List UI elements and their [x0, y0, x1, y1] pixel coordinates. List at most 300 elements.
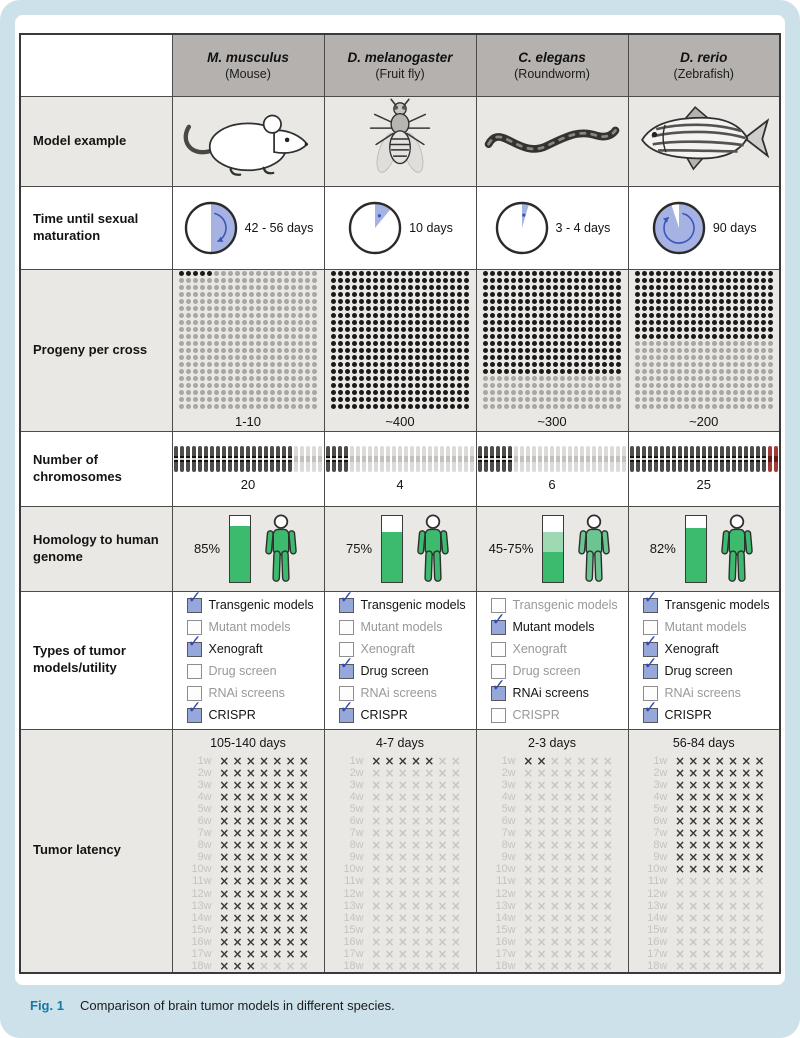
latency-cell	[628, 729, 780, 973]
latency-week-row: 8w × × × × × × ×	[490, 839, 615, 851]
tumor-models-cell	[628, 591, 780, 729]
row-model-example	[20, 96, 780, 186]
maturation-cell	[628, 186, 780, 269]
progeny-cell	[172, 269, 324, 431]
zebrafish-illustration	[633, 101, 775, 177]
week-label: 2w	[501, 766, 516, 779]
week-label: 9w	[349, 851, 364, 864]
maturation-cell	[324, 186, 476, 269]
model-option	[643, 697, 712, 723]
model-option-label: Mutant models	[360, 620, 443, 634]
latency-week-row: 15w × × × × × × ×	[186, 924, 311, 936]
latency-week-row: 3w × × × × × × ×	[641, 779, 766, 791]
maturation-value: 90 days	[712, 220, 757, 235]
model-option-label: Xenograft	[360, 642, 415, 656]
week-label: 7w	[349, 827, 364, 840]
week-label: 9w	[197, 851, 212, 864]
latency-week-row: 12w × × × × × × ×	[641, 888, 766, 900]
homology-visual	[629, 511, 780, 587]
homology-visual	[477, 511, 628, 587]
latency-value: 2-3 days	[528, 735, 576, 750]
human-figure-icon	[412, 511, 454, 587]
maturation-value: 42 - 56 days	[244, 220, 314, 235]
latency-week-row: 17w × × × × × × ×	[641, 948, 766, 960]
roundworm-illustration	[482, 115, 622, 163]
week-label: 4w	[349, 790, 364, 803]
corner-cell	[20, 34, 172, 96]
week-label: 9w	[501, 851, 516, 864]
homology-visual	[173, 511, 324, 587]
model-option	[187, 664, 277, 679]
homology-value: 82%	[649, 541, 676, 556]
species-name: D. melanogaster	[347, 49, 453, 65]
chromosomes-value: 25	[696, 476, 711, 492]
latency-week-row: 7w × × × × × × ×	[338, 827, 463, 839]
model-option	[491, 609, 595, 635]
latency-week-row: 14w × × × × × × ×	[490, 912, 615, 924]
week-label: 8w	[197, 839, 212, 852]
latency-week-row: 11w × × × × × × ×	[490, 875, 615, 887]
latency-visual	[477, 730, 628, 973]
model-option-label: Drug screen	[664, 664, 733, 678]
chromosome-icons	[629, 446, 779, 472]
checked-checkbox-icon: ✓	[339, 708, 354, 723]
maturation-value: 10 days	[409, 220, 453, 235]
latency-week-row: 2w × × × × × × ×	[490, 767, 615, 779]
human-figure-icon	[716, 511, 758, 587]
latency-week-row: 10w × × × × × × ×	[338, 863, 463, 875]
latency-week-row: 4w × × × × × × ×	[641, 791, 766, 803]
latency-week-row: 18w × × × × × × ×	[641, 960, 766, 972]
chromosomes-visual	[477, 446, 628, 492]
chromosome-icons	[325, 446, 475, 472]
week-label: 14w	[495, 911, 516, 924]
week-label: 18w	[495, 960, 516, 973]
human-figure-icon	[573, 511, 615, 587]
row-label: Number of chromosomes	[20, 431, 172, 506]
week-label: 1w	[653, 754, 668, 767]
checked-checkbox-icon: ✓	[187, 642, 202, 657]
latency-week-row: 4w × × × × × × ×	[490, 791, 615, 803]
week-label: 5w	[501, 802, 516, 815]
species-name: C. elegans	[518, 49, 586, 65]
latency-week-row: 2w × × × × × × ×	[338, 767, 463, 779]
week-label: 12w	[495, 887, 516, 900]
homology-value: 85%	[193, 541, 221, 556]
homology-visual	[325, 511, 476, 587]
tumor-models-list	[325, 591, 476, 726]
model-option-label: CRISPR	[208, 708, 256, 722]
column-header-mouse	[172, 34, 324, 96]
model-option-label: RNAi screens	[664, 686, 741, 700]
latency-week-row: 13w × × × × × × ×	[490, 900, 615, 912]
week-label: 3w	[349, 778, 364, 791]
week-label: 14w	[343, 911, 364, 924]
model-option-label: Xenograft	[512, 642, 567, 656]
species-name: M. musculus	[207, 49, 289, 65]
latency-week-row: 7w × × × × × × ×	[490, 827, 615, 839]
progeny-dot-grid	[635, 271, 773, 409]
week-label: 11w	[344, 875, 364, 888]
latency-week-row: 2w × × × × × × ×	[186, 767, 311, 779]
latency-week-row: 17w × × × × × × ×	[186, 948, 311, 960]
unchecked-checkbox-icon	[491, 642, 506, 657]
latency-week-row: 15w × × × × × × ×	[490, 924, 615, 936]
week-label: 4w	[501, 790, 516, 803]
week-label: 13w	[495, 899, 516, 912]
model-option	[187, 631, 263, 657]
week-label: 11w	[648, 875, 668, 888]
latency-visual	[629, 730, 780, 973]
unchecked-checkbox-icon	[339, 620, 354, 635]
row-label: Time until sexual maturation	[20, 186, 172, 269]
chromosome-icons	[477, 446, 627, 472]
week-label: 4w	[653, 790, 668, 803]
row-homology	[20, 506, 780, 591]
unchecked-checkbox-icon	[491, 708, 506, 723]
latency-week-row: 17w × × × × × × ×	[490, 948, 615, 960]
week-label: 8w	[349, 839, 364, 852]
figure-caption	[30, 998, 395, 1013]
latency-week-row: 11w × × × × × × ×	[338, 875, 463, 887]
row-maturation	[20, 186, 780, 269]
model-option-label: RNAi screens	[208, 686, 285, 700]
latency-value: 105-140 days	[210, 735, 286, 750]
model-option	[491, 675, 589, 701]
row-progeny	[20, 269, 780, 431]
progeny-dot-grid	[331, 271, 469, 409]
checked-checkbox-icon: ✓	[187, 598, 202, 613]
model-option	[491, 598, 618, 613]
model-option	[643, 653, 733, 679]
model-option-label: Mutant models	[512, 620, 595, 634]
progeny-dot-grid	[483, 271, 621, 409]
model-option	[187, 591, 314, 613]
latency-week-row: 11w × × × × × × ×	[641, 875, 766, 887]
model-example-cell	[172, 96, 324, 186]
maturation-visual	[173, 200, 324, 256]
week-label: 18w	[343, 960, 364, 973]
week-label: 13w	[191, 899, 212, 912]
latency-week-row: 12w × × × × × × ×	[490, 888, 615, 900]
week-label: 3w	[653, 778, 668, 791]
week-label: 17w	[343, 948, 364, 961]
week-label: 6w	[349, 815, 364, 828]
checked-checkbox-icon: ✓	[643, 664, 658, 679]
latency-week-row: 10w × × × × × × ×	[186, 863, 311, 875]
latency-week-row: 15w × × × × × × ×	[338, 924, 463, 936]
week-label: 11w	[496, 875, 516, 888]
week-label: 3w	[197, 778, 212, 791]
latency-week-row: 5w × × × × × × ×	[641, 803, 766, 815]
week-label: 7w	[501, 827, 516, 840]
latency-week-row: 5w × × × × × × ×	[338, 803, 463, 815]
latency-visual	[173, 730, 324, 973]
week-label: 1w	[501, 754, 516, 767]
model-option-label: CRISPR	[360, 708, 408, 722]
checked-checkbox-icon: ✓	[643, 642, 658, 657]
progeny-cell	[476, 269, 628, 431]
row-label: Progeny per cross	[20, 269, 172, 431]
latency-week-row: 7w × × × × × × ×	[186, 827, 311, 839]
common-name: (Roundworm)	[514, 66, 590, 81]
week-label: 12w	[191, 887, 212, 900]
maturation-pie-chart	[651, 200, 707, 256]
maturation-visual	[629, 200, 780, 256]
chromosomes-cell	[628, 431, 780, 506]
checked-checkbox-icon: ✓	[643, 598, 658, 613]
row-label: Types of tumor models/utility	[20, 591, 172, 729]
maturation-cell	[476, 186, 628, 269]
week-label: 5w	[197, 802, 212, 815]
week-label: 6w	[197, 815, 212, 828]
maturation-pie-chart	[347, 200, 403, 256]
model-option	[643, 591, 770, 613]
week-label: 6w	[501, 815, 516, 828]
checked-checkbox-icon: ✓	[491, 686, 506, 701]
homology-bar	[685, 515, 707, 583]
row-chromosomes	[20, 431, 780, 506]
latency-week-row: 18w × × × × × × ×	[338, 960, 463, 972]
week-label: 4w	[197, 790, 212, 803]
progeny-cell	[628, 269, 780, 431]
chromosomes-visual	[629, 446, 780, 492]
model-option	[643, 620, 747, 635]
model-option	[339, 697, 408, 723]
latency-week-row: 10w × × × × × × ×	[641, 863, 766, 875]
progeny-visual	[477, 271, 628, 429]
week-label: 13w	[343, 899, 364, 912]
week-label: 15w	[647, 923, 668, 936]
row-label: Model example	[20, 96, 172, 186]
week-label: 17w	[495, 948, 516, 961]
latency-week-row: 5w × × × × × × ×	[490, 803, 615, 815]
week-label: 2w	[653, 766, 668, 779]
homology-bar	[229, 515, 251, 583]
latency-week-row: 11w × × × × × × ×	[186, 875, 311, 887]
maturation-visual	[325, 200, 476, 256]
latency-week-row: 9w × × × × × × ×	[186, 851, 311, 863]
week-label: 10w	[647, 863, 668, 876]
latency-week-row: 8w × × × × × × ×	[338, 839, 463, 851]
latency-value: 4-7 days	[376, 735, 424, 750]
latency-week-row: 8w × × × × × × ×	[641, 839, 766, 851]
latency-week-row: 4w × × × × × × ×	[338, 791, 463, 803]
chromosomes-visual	[173, 446, 324, 492]
comparison-table	[19, 33, 781, 974]
latency-week-row: 12w × × × × × × ×	[186, 888, 311, 900]
common-name: (Fruit fly)	[375, 66, 425, 81]
column-header-zebrafish	[628, 34, 780, 96]
progeny-visual	[325, 271, 476, 429]
week-label: 2w	[349, 766, 364, 779]
latency-week-row: 14w × × × × × × ×	[186, 912, 311, 924]
row-label: Tumor latency	[20, 729, 172, 973]
homology-cell	[476, 506, 628, 591]
checked-checkbox-icon: ✓	[187, 708, 202, 723]
week-label: 13w	[647, 899, 668, 912]
header-row	[20, 34, 780, 96]
homology-value: 45-75%	[488, 541, 534, 556]
week-label: 16w	[647, 935, 668, 948]
latency-week-row: 9w × × × × × × ×	[641, 851, 766, 863]
latency-week-row: 16w × × × × × × ×	[186, 936, 311, 948]
latency-week-row: 15w × × × × × × ×	[641, 924, 766, 936]
chromosomes-cell	[172, 431, 324, 506]
row-label: Homology to human genome	[20, 506, 172, 591]
week-label: 8w	[653, 839, 668, 852]
progeny-visual	[629, 271, 780, 429]
row-latency	[20, 729, 780, 973]
latency-week-row: 13w × × × × × × ×	[641, 900, 766, 912]
latency-week-row: 2w × × × × × × ×	[641, 767, 766, 779]
unchecked-checkbox-icon	[187, 664, 202, 679]
homology-bar	[381, 515, 403, 583]
model-option	[491, 642, 567, 657]
maturation-visual	[477, 200, 628, 256]
week-label: 15w	[191, 923, 212, 936]
homology-cell	[628, 506, 780, 591]
latency-week-row: 16w × × × × × × ×	[641, 936, 766, 948]
column-header-roundworm	[476, 34, 628, 96]
week-label: 1w	[197, 754, 212, 767]
model-option-label: Xenograft	[208, 642, 263, 656]
maturation-cell	[172, 186, 324, 269]
model-example-cell	[628, 96, 780, 186]
week-label: 7w	[653, 827, 668, 840]
week-label: 17w	[647, 948, 668, 961]
model-option-label: Drug screen	[360, 664, 429, 678]
chromosomes-cell	[324, 431, 476, 506]
week-label: 16w	[191, 935, 212, 948]
week-label: 12w	[343, 887, 364, 900]
progeny-value: ~200	[689, 414, 719, 429]
homology-cell	[172, 506, 324, 591]
common-name: (Mouse)	[225, 66, 271, 81]
latency-week-row: 13w × × × × × × ×	[186, 900, 311, 912]
common-name: (Zebrafish)	[673, 66, 734, 81]
model-option-label: Mutant models	[208, 620, 291, 634]
week-label: 15w	[495, 923, 516, 936]
week-label: 17w	[191, 948, 212, 961]
checked-checkbox-icon: ✓	[339, 664, 354, 679]
progeny-value: 1-10	[234, 414, 262, 429]
latency-week-row: 4w × × × × × × ×	[186, 791, 311, 803]
progeny-value: ~300	[537, 414, 567, 429]
tumor-models-list	[173, 591, 324, 726]
chromosome-icons	[173, 446, 323, 472]
chromosomes-value: 6	[548, 476, 556, 492]
latency-cell	[172, 729, 324, 973]
week-label: 5w	[349, 802, 364, 815]
homology-value: 75%	[345, 541, 373, 556]
chromosomes-value: 20	[240, 476, 256, 492]
week-label: 14w	[191, 911, 212, 924]
latency-week-row: 18w × × × × × × ×	[186, 960, 311, 972]
latency-visual	[325, 730, 476, 973]
week-label: 3w	[501, 778, 516, 791]
model-example-cell	[324, 96, 476, 186]
model-option	[339, 591, 466, 613]
latency-week-row: 9w × × × × × × ×	[338, 851, 463, 863]
tumor-models-cell	[172, 591, 324, 729]
model-option-label: CRISPR	[664, 708, 712, 722]
checked-checkbox-icon: ✓	[643, 708, 658, 723]
column-header-fruit-fly	[324, 34, 476, 96]
latency-week-row: 7w × × × × × × ×	[641, 827, 766, 839]
latency-cell	[324, 729, 476, 973]
maturation-pie-chart	[494, 200, 550, 256]
model-option-label: Mutant models	[664, 620, 747, 634]
latency-week-row: 1w × × × × × × ×	[338, 755, 463, 767]
model-option-label: Transgenic models	[512, 598, 618, 612]
latency-week-row: 3w × × × × × × ×	[490, 779, 615, 791]
week-label: 9w	[653, 851, 668, 864]
week-label: 12w	[647, 887, 668, 900]
week-label: 6w	[653, 815, 668, 828]
latency-week-row: 1w × × × × × × ×	[186, 755, 311, 767]
week-label: 5w	[653, 802, 668, 815]
model-option-label: Drug screen	[512, 664, 581, 678]
latency-week-row: 8w × × × × × × ×	[186, 839, 311, 851]
latency-value: 56-84 days	[672, 735, 735, 750]
week-label: 11w	[192, 875, 212, 888]
week-label: 14w	[647, 911, 668, 924]
model-option-label: Drug screen	[208, 664, 277, 678]
checked-checkbox-icon: ✓	[491, 620, 506, 635]
latency-week-row: 3w × × × × × × ×	[338, 779, 463, 791]
maturation-value: 3 - 4 days	[555, 220, 611, 235]
week-label: 10w	[191, 863, 212, 876]
homology-bar	[542, 515, 564, 583]
model-option	[491, 708, 560, 723]
tumor-models-cell	[324, 591, 476, 729]
model-option-label: Xenograft	[664, 642, 719, 656]
tumor-models-list	[477, 594, 628, 726]
latency-week-row: 6w × × × × × × ×	[641, 815, 766, 827]
week-label: 1w	[349, 754, 364, 767]
model-option	[339, 620, 443, 635]
progeny-value: ~400	[385, 414, 415, 429]
mouse-illustration	[177, 99, 319, 179]
checked-checkbox-icon: ✓	[339, 598, 354, 613]
model-option-label: Transgenic models	[360, 598, 466, 612]
latency-week-row: 9w × × × × × × ×	[490, 851, 615, 863]
latency-week-row: 3w × × × × × × ×	[186, 779, 311, 791]
model-option	[187, 620, 291, 635]
chromosomes-value: 4	[396, 476, 404, 492]
figure-caption-text: Comparison of brain tumor models in different species.	[79, 998, 395, 1013]
maturation-pie-chart	[183, 200, 239, 256]
latency-week-row: 6w × × × × × × ×	[186, 815, 311, 827]
model-option-label: Transgenic models	[208, 598, 314, 612]
row-models	[20, 591, 780, 729]
figure-number: Fig. 1	[30, 998, 64, 1013]
model-example-cell	[476, 96, 628, 186]
week-label: 8w	[501, 839, 516, 852]
latency-week-row: 5w × × × × × × ×	[186, 803, 311, 815]
week-label: 7w	[197, 827, 212, 840]
latency-week-row: 6w × × × × × × ×	[338, 815, 463, 827]
tumor-models-cell	[476, 591, 628, 729]
model-option-label: RNAi screens	[512, 686, 589, 700]
latency-week-row: 12w × × × × × × ×	[338, 888, 463, 900]
model-option	[339, 653, 429, 679]
week-label: 16w	[495, 935, 516, 948]
progeny-cell	[324, 269, 476, 431]
progeny-dot-grid	[179, 271, 317, 409]
model-option-label: RNAi screens	[360, 686, 437, 700]
